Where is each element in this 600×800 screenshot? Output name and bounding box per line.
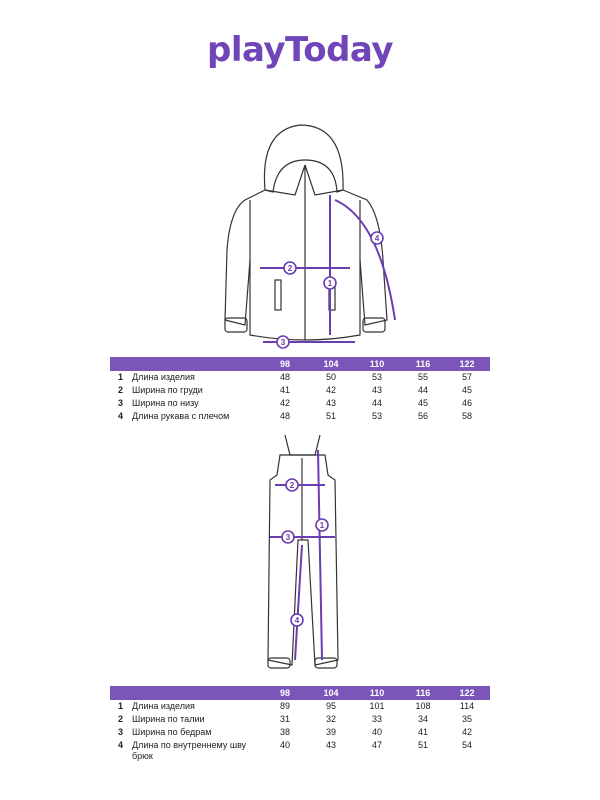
- size-header: 104: [323, 359, 339, 369]
- size-header: 98: [279, 688, 290, 698]
- cell: 53: [371, 411, 382, 421]
- row-number: 1: [118, 372, 124, 382]
- marker-3: 3: [285, 533, 291, 542]
- cell: 114: [459, 701, 475, 711]
- row-number: 4: [118, 411, 124, 421]
- row-number: 2: [118, 714, 124, 724]
- row-label: Ширина по груди: [132, 385, 203, 395]
- cell: 51: [417, 740, 428, 750]
- cell: 45: [461, 385, 472, 395]
- cell: 42: [325, 385, 336, 395]
- row-number: 1: [118, 701, 124, 711]
- table-row: [110, 739, 490, 765]
- cell: 31: [279, 714, 290, 724]
- size-header: 110: [369, 688, 385, 698]
- cell: 43: [371, 385, 382, 395]
- cell: 32: [325, 714, 336, 724]
- overalls-size-table: [110, 686, 490, 765]
- table-row: [110, 713, 490, 726]
- row-label: Ширина по бедрам: [132, 727, 212, 737]
- cell: 56: [417, 411, 428, 421]
- row-number: 3: [118, 727, 124, 737]
- cell: 42: [461, 727, 472, 737]
- size-header: 104: [323, 688, 339, 698]
- cell: 54: [461, 740, 472, 750]
- cell: 57: [461, 372, 472, 382]
- table-row: [110, 397, 490, 410]
- brand-logo: [0, 30, 600, 70]
- cell: 89: [279, 701, 290, 711]
- cell: 48: [279, 411, 290, 421]
- cell: 55: [417, 372, 428, 382]
- cell: 51: [325, 411, 336, 421]
- cell: 34: [417, 714, 428, 724]
- table-row: [110, 700, 490, 713]
- row-label: Ширина по низу: [132, 398, 199, 408]
- table-row: [110, 384, 490, 397]
- size-header: 98: [279, 359, 290, 369]
- marker-1: 1: [327, 279, 333, 288]
- size-header: 122: [459, 688, 475, 698]
- jacket-diagram: [205, 120, 405, 350]
- marker-2: 2: [289, 481, 295, 490]
- cell: 43: [325, 398, 336, 408]
- cell: 46: [461, 398, 472, 408]
- cell: 35: [461, 714, 472, 724]
- cell: 40: [279, 740, 290, 750]
- marker-3: 3: [280, 338, 286, 347]
- table-row: [110, 371, 490, 384]
- size-header: 116: [415, 359, 431, 369]
- cell: 42: [279, 398, 290, 408]
- cell: 39: [325, 727, 336, 737]
- jacket-size-table: [110, 357, 490, 423]
- marker-2: 2: [287, 264, 293, 273]
- cell: 40: [371, 727, 382, 737]
- row-number: 3: [118, 398, 124, 408]
- row-number: 4: [118, 740, 124, 750]
- overalls-size-header: [110, 686, 490, 700]
- cell: 50: [325, 372, 336, 382]
- jacket-size-header: [110, 357, 490, 371]
- cell: 101: [369, 701, 385, 711]
- cell: 95: [325, 701, 336, 711]
- row-label: Длина по внутреннему шву брюк: [132, 740, 247, 761]
- marker-1: 1: [319, 521, 325, 530]
- cell: 41: [279, 385, 290, 395]
- marker-4: 4: [294, 616, 300, 625]
- size-header: 116: [415, 688, 431, 698]
- table-row: [110, 410, 490, 423]
- cell: 53: [371, 372, 382, 382]
- cell: 33: [371, 714, 382, 724]
- cell: 108: [415, 701, 431, 711]
- row-label: Длина изделия: [132, 701, 195, 711]
- cell: 44: [371, 398, 382, 408]
- row-label: Длина изделия: [132, 372, 195, 382]
- brand-name: playToday: [207, 30, 393, 70]
- cell: 41: [417, 727, 428, 737]
- row-label: Ширина по талии: [132, 714, 205, 724]
- cell: 44: [417, 385, 428, 395]
- cell: 38: [279, 727, 290, 737]
- size-header: 122: [459, 359, 475, 369]
- row-label: Длина рукава с плечом: [132, 411, 230, 421]
- cell: 48: [279, 372, 290, 382]
- cell: 43: [325, 740, 336, 750]
- overalls-diagram: [240, 430, 360, 675]
- table-row: [110, 726, 490, 739]
- row-number: 2: [118, 385, 124, 395]
- cell: 58: [461, 411, 472, 421]
- size-header: 110: [369, 359, 385, 369]
- marker-4: 4: [374, 234, 380, 243]
- cell: 45: [417, 398, 428, 408]
- cell: 47: [371, 740, 382, 750]
